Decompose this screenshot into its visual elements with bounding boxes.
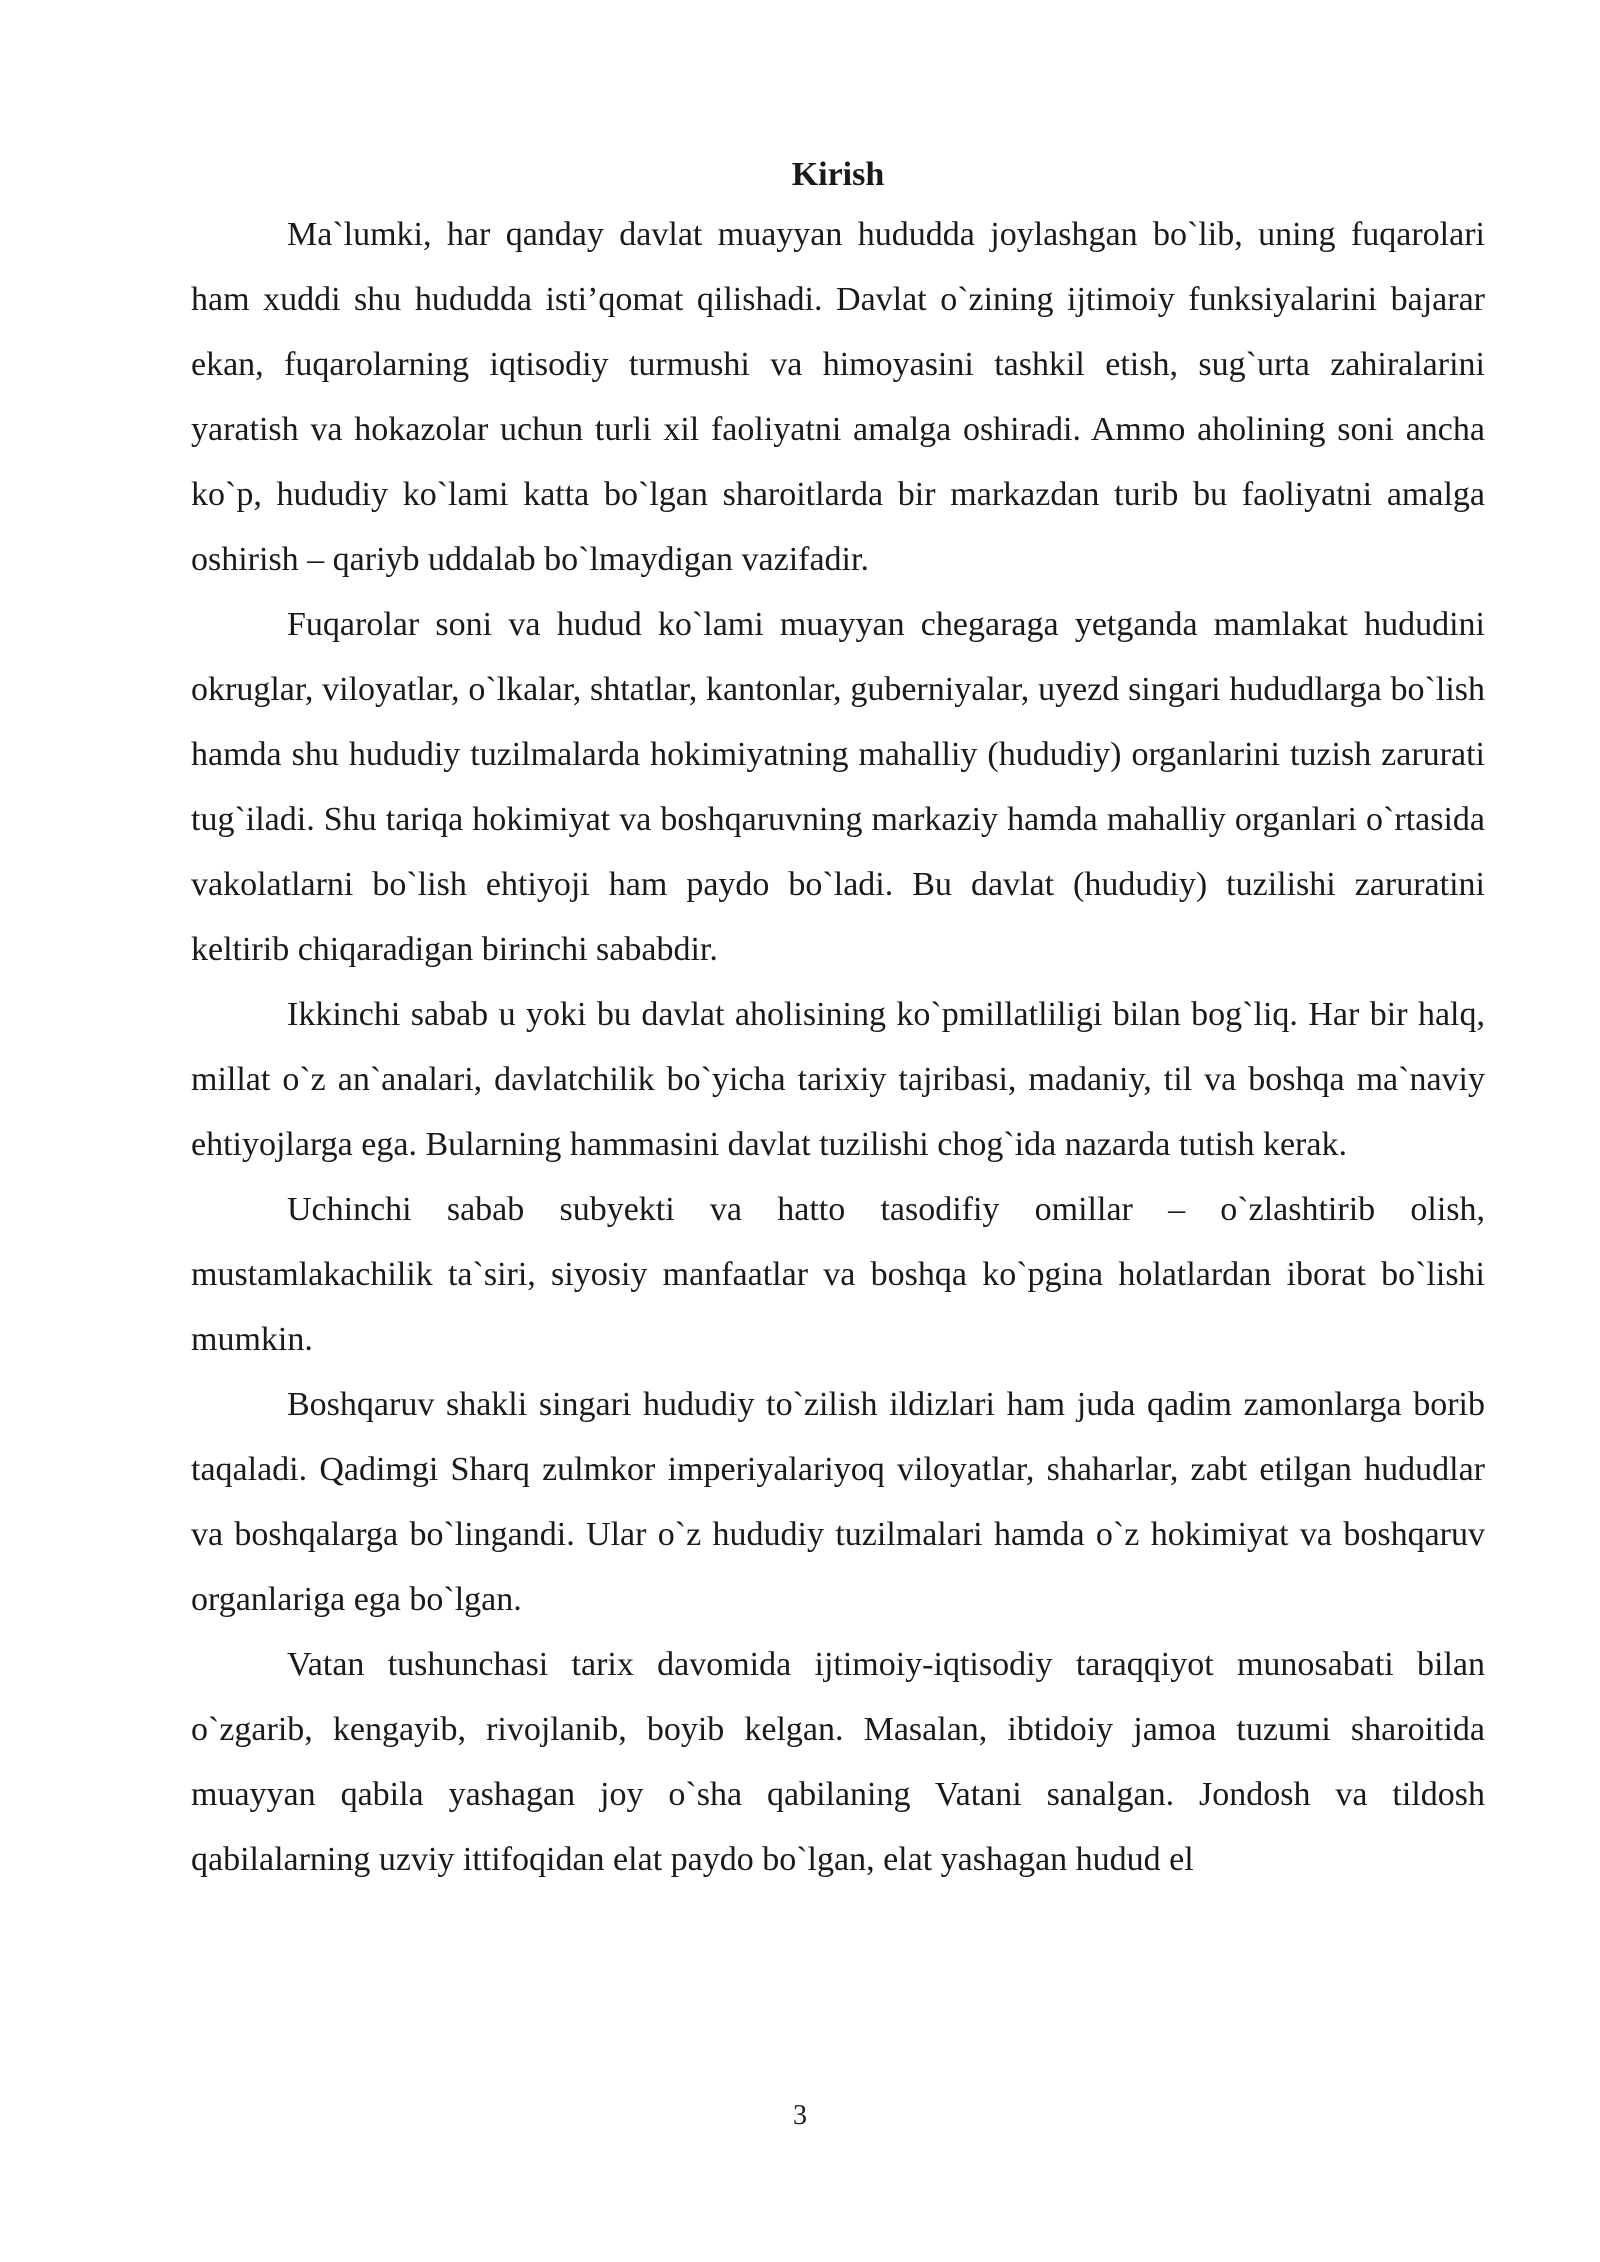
page-number: 3	[793, 2100, 807, 2131]
paragraph-4: Uchinchi sabab subyekti va hatto tasodifiy omillar – o`zlashtirib olish, mustamlakachilik ta`siri, siyosiy manfaatlar va boshqa ko`pgina holatlardan iborat bo`lishi mumkin.	[191, 1191, 1485, 1358]
page-content	[191, 150, 1485, 1892]
paragraph-5: Boshqaruv shakli singari hududiy to`zilish ildizlari ham juda qadim zamonlarga borib taqaladi. Qadimgi Sharq zulmkor imperiyalariyoq viloyatlar, shaharlar, zabt etilgan hududlar va boshqalarga bo`lingandi. Ular o`z hududiy tuzilmalari hamda o`z hokimiyat va boshqaruv organlariga ega bo`lgan.	[191, 1386, 1485, 1618]
paragraph-6: Vatan tushunchasi tarix davomida ijtimoiy-iqtisodiy taraqqiyot munosabati bilan o`zgarib, kengayib, rivojlanib, boyib kelgan. Masalan, ibtidoiy jamoa tuzumi sharoitida muayyan qabila yashagan joy o`sha qabilaning Vatani sanalgan. Jondosh va tildosh qabilalarning uzviy ittifoqidan elat paydo bo`lgan, elat yashagan hudud el	[191, 1646, 1485, 1878]
page-title: Kirish	[791, 156, 885, 193]
paragraph-1: Ma`lumki, har qanday davlat muayyan hududda joylashgan bo`lib, uning fuqarolari ham xuddi shu hududda isti’qomat qilishadi. Davlat o`zining ijtimoiy funksiyalarini bajarar ekan, fuqarolarning iqtisodiy turmushi va himoyasini tashkil etish, sug`urta zahiralarini yaratish va hokazolar uchun turli xil faoliyatni amalga oshiradi. Ammo aholining soni ancha ko`p, hududiy ko`lami katta bo`lgan sharoitlarda bir markazdan turib bu faoliyatni amalga oshirish – qariyb uddalab bo`lmaydigan vazifadir.	[191, 216, 1485, 578]
paragraph-2: Fuqarolar soni va hudud ko`lami muayyan chegaraga yetganda mamlakat hududini okruglar, viloyatlar, o`lkalar, shtatlar, kantonlar, guberniyalar, uyezd singari hududlarga bo`lish hamda shu hududiy tuzilmalarda hokimiyatning mahalliy (hududiy) organlarini tuzish zarurati tug`iladi. Shu tariqa hokimiyat va boshqaruvning markaziy hamda mahalliy organlari o`rtasida vakolatlarni bo`lish ehtiyoji ham paydo bo`ladi. Bu davlat (hududiy) tuzilishi zaruratini keltirib chiqaradigan birinchi sababdir.	[191, 606, 1485, 968]
paragraph-3: Ikkinchi sabab u yoki bu davlat aholisining ko`pmillatliligi bilan bog`liq. Har bir halq, millat o`z an`analari, davlatchilik bo`yicha tarixiy tajribasi, madaniy, til va boshqa ma`naviy ehtiyojlarga ega. Bularning hammasini davlat tuzilishi chog`ida nazarda tutish kerak.	[191, 996, 1485, 1163]
